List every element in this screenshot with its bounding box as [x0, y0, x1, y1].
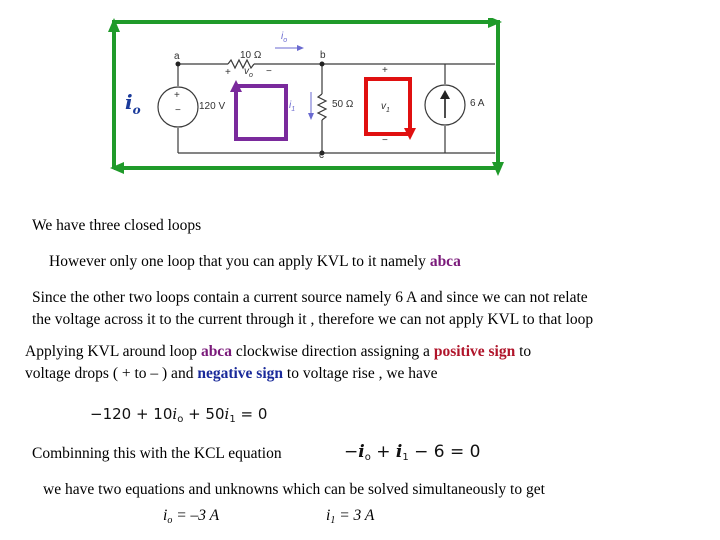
src-minus: −	[175, 105, 181, 116]
v1-plus: +	[382, 65, 388, 76]
text-line-3: Since the other two loops contain a current source namely 6 A and since we can not relate	[32, 289, 588, 306]
v1-label: $v_1$	[381, 101, 390, 114]
node-c-label: c	[319, 150, 324, 161]
io-top-label: $i_o$	[281, 31, 288, 44]
resistor-50-label: 50 Ω	[332, 99, 354, 110]
result-io: $i_o = -3$ A	[163, 507, 220, 526]
text-line-7: Combinning this with the KCL equation	[32, 445, 282, 462]
vo-minus: −	[266, 66, 272, 77]
text-line-8: we have two equations and unknowns which can be solved simultaneously to get	[43, 481, 545, 498]
result-i1: $i_1 = 3$ A	[326, 507, 375, 526]
v1-minus: −	[382, 135, 388, 146]
text-line-6: voltage drops ( + to – ) and negative sign to voltage rise , we have	[25, 365, 438, 382]
text-line-1: We have three closed loops	[32, 217, 202, 234]
circuit-labels	[0, 0, 720, 190]
node-a-label: a	[174, 51, 180, 62]
src-plus: +	[174, 90, 180, 101]
resistor-10-label: 10 Ω	[240, 50, 262, 61]
source-6a-label: 6 A	[470, 98, 485, 109]
kcl-equation: $-i_o + i_1 - 6 = 0$	[344, 442, 481, 463]
node-b-label: b	[320, 50, 326, 61]
left-io-label: $i_o$	[125, 90, 141, 117]
vo-plus: +	[225, 67, 231, 78]
source-120-label: 120 V	[199, 101, 226, 112]
text-line-2: However only one loop that you can apply KVL to it namely abca	[49, 253, 461, 270]
vo-label: $v_o$	[244, 66, 253, 79]
text-line-4: the voltage across it to the current through it , therefore we can not apply KVL to that loop	[32, 311, 594, 328]
text-line-5: Applying KVL around loop abca clockwise direction assigning a positive sign to	[25, 343, 532, 360]
kvl-equation: $-120 + 10i_o + 50i_1 = 0$	[90, 405, 268, 425]
i1-label: $i_1$	[289, 100, 296, 113]
